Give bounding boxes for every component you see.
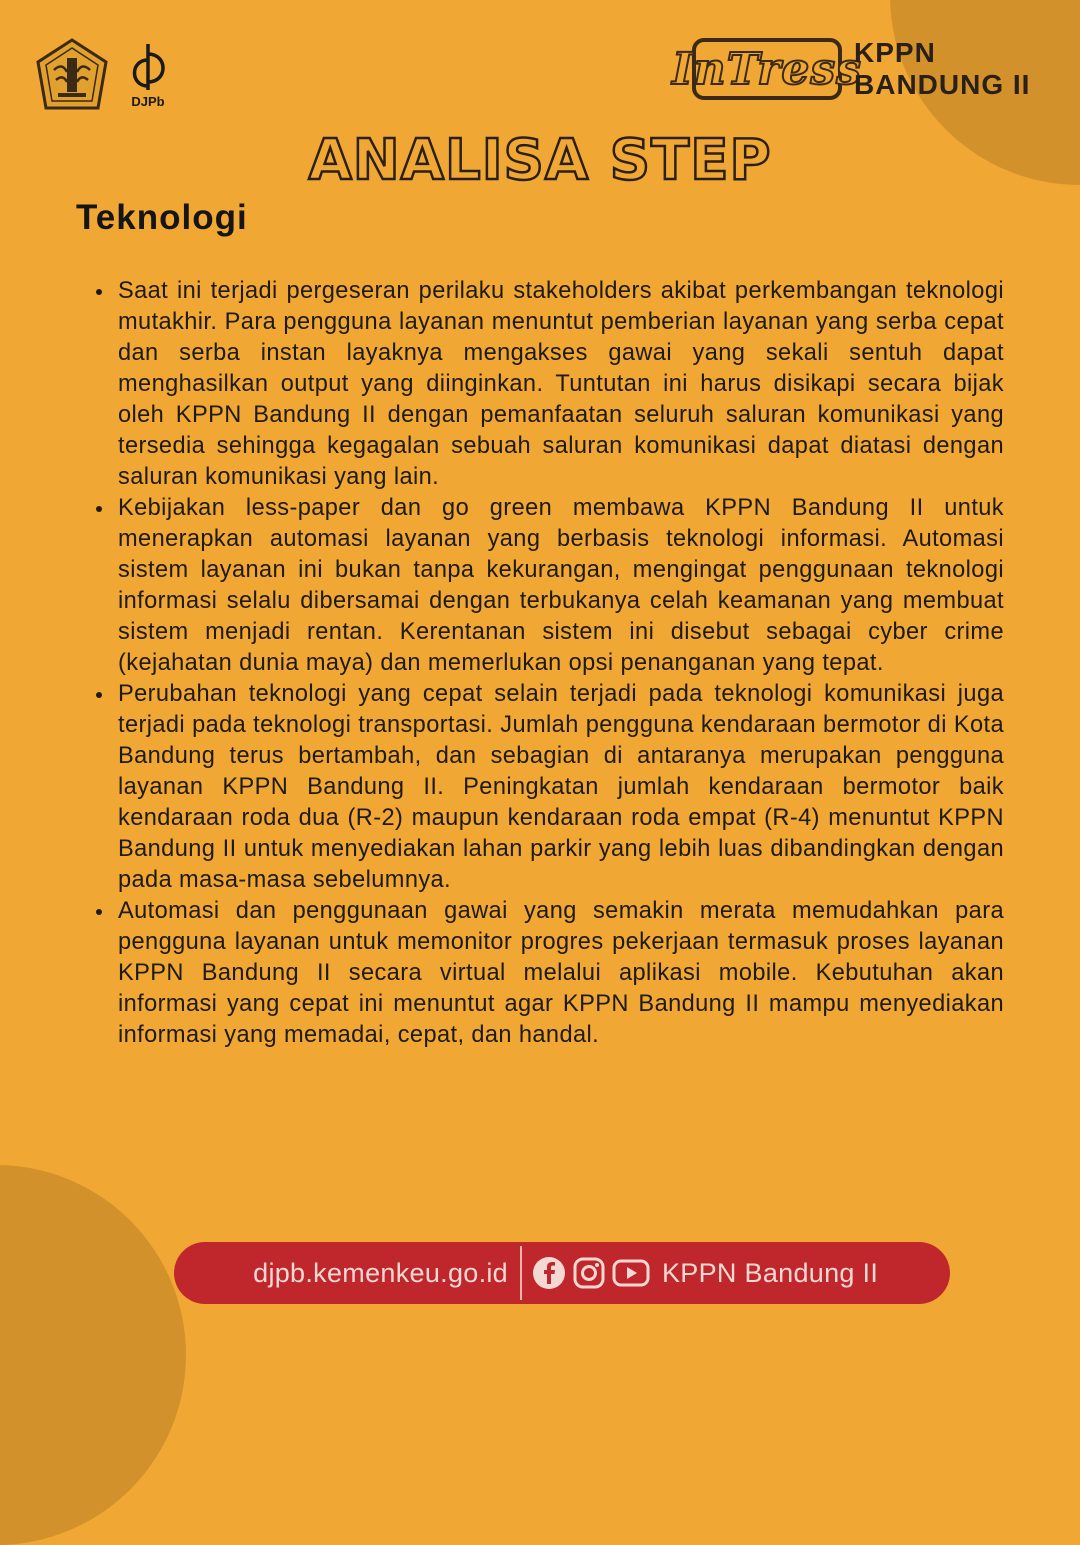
- decorative-circle-bottom-left: [0, 1165, 186, 1545]
- footer-bar: [174, 1242, 950, 1304]
- footer-divider: [520, 1246, 522, 1300]
- instagram-icon[interactable]: [572, 1256, 606, 1290]
- djpb-logo-label: DJPb: [131, 94, 165, 109]
- list-item-text: Automasi dan penggunaan gawai yang semakin merata memudahkan para pengguna layanan untuk memonitor progres pekerjaan termasuk proses layanan KPPN Bandung II secara virtual melalui aplikasi mobile. Kebutuhan akan informasi yang cepat ini menuntut agar KPPN Bandung II mampu menyediakan informasi yang memadai, cepat, dan handal.: [118, 898, 1004, 1048]
- intress-logo: InTress: [692, 38, 842, 100]
- brand-line-1: KPPN: [854, 37, 936, 68]
- social-handle: KPPN Bandung II: [662, 1257, 879, 1288]
- list-item: [118, 493, 1004, 679]
- brand-line-2: BANDUNG II: [854, 69, 1031, 100]
- list-item: [118, 896, 1004, 1051]
- brand-block: [672, 34, 1031, 104]
- list-item-text: Perubahan teknologi yang cepat selain terjadi pada teknologi komunikasi juga terjadi pada teknologi transportasi. Jumlah pengguna kendaraan bermotor di Kota Bandung terus bertambah, dan sebagian di antaranya merupakan pengguna layanan KPPN Bandung II. Peningkatan jumlah kendaraan bermotor baik kendaraan roda dua (R-2) maupun kendaraan roda empat (R-4) menuntut KPPN Bandung II untuk menyediakan lahan parkir yang lebih luas dibandingkan dengan pada masa-masa sebelumnya.: [118, 681, 1004, 893]
- bullet-dot-icon: [96, 692, 102, 698]
- list-item: [118, 679, 1004, 896]
- djpb-logo: [118, 40, 178, 110]
- bullet-dot-icon: [96, 506, 102, 512]
- page-title: ANALISA STEP: [308, 128, 772, 193]
- facebook-icon[interactable]: [532, 1256, 566, 1290]
- brand-text: [854, 37, 1030, 101]
- garuda-emblem-icon: [36, 38, 108, 110]
- social-icons: [532, 1256, 650, 1290]
- bullet-dot-icon: [96, 909, 102, 915]
- bullet-list: [118, 276, 1004, 1051]
- list-item-text: Kebijakan less-paper dan go green membawa KPPN Bandung II untuk menerapkan automasi layanan yang berbasis teknologi informasi. Automasi sistem layanan ini bukan tanpa kekurangan, mengingat penggunaan teknologi informasi selalu dibersamai dengan terbukanya celah keamanan yang membuat sistem menjadi rentan. Kerentanan sistem ini disebut sebagai cyber crime (kejahatan dunia maya) dan memerlukan opsi penanganan yang tepat.: [118, 495, 1004, 676]
- youtube-icon[interactable]: [612, 1256, 650, 1290]
- website-link[interactable]: djpb.kemenkeu.go.id: [253, 1257, 508, 1288]
- section-subtitle: Teknologi: [76, 198, 248, 237]
- bullet-dot-icon: [96, 289, 102, 295]
- list-item: [118, 276, 1004, 493]
- list-item-text: Saat ini terjadi pergeseran perilaku stakeholders akibat perkembangan teknologi mutakhir. Para pengguna layanan menuntut pemberian layanan yang serba cepat dan serba instan layaknya mengakses gawai yang sekali sentuh dapat menghasilkan output yang diinginkan. Tuntutan ini harus disikapi secara bijak oleh KPPN Bandung II dengan pemanfaatan seluruh saluran komunikasi yang tersedia sehingga kegagalan sebuah saluran komunikasi dapat diatasi dengan saluran komunikasi yang lain.: [118, 278, 1004, 490]
